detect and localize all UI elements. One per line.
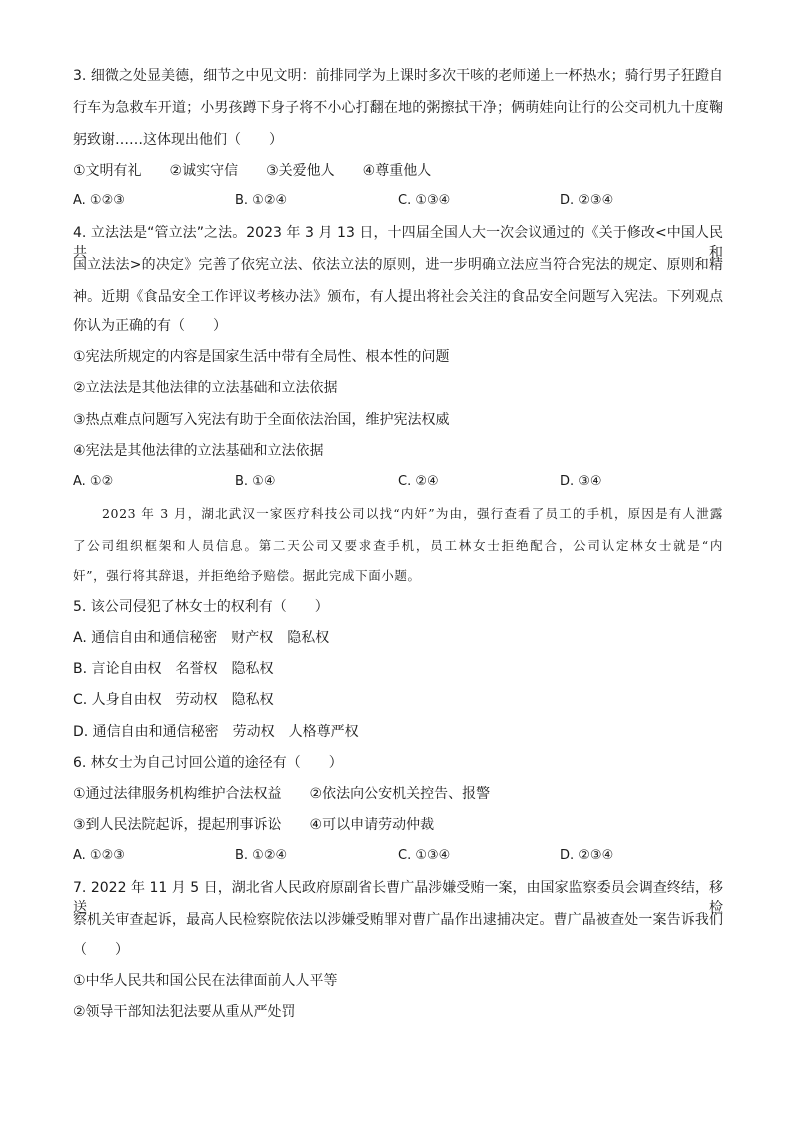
- q7-stem-line-2: 察机关审查起诉，最高人民检察院依法以涉嫌受贿罪对曹广晶作出逮捕决定。曹广晶被查处一案告诉我们: [73, 912, 723, 928]
- passage-line-1: 2023 年 3 月，湖北武汉一家医疗科技公司以找“内奸”为由，强行查看了员工的手机，原因是有人泄露: [102, 506, 723, 521]
- q4-item-3: ③热点难点问题写入宪法有助于全面依法治国，维护宪法权威: [73, 412, 450, 428]
- q4-stem-line-1: 4. 立法法是“管立法”之法。2023 年 3 月 13 日，十四届全国人大一次会议通过的《关于修改<中国人民共和: [73, 225, 723, 261]
- q5-option-d[interactable]: D. 通信自由和通信秘密 劳动权 人格尊严权: [73, 724, 359, 740]
- q6-option-b[interactable]: B. ①②④: [235, 848, 288, 863]
- passage-line-3: 奸”，强行将其辞退，并拒绝给予赔偿。据此完成下面小题。: [73, 568, 421, 583]
- q6-option-a[interactable]: A. ①②③: [73, 848, 125, 863]
- q4-item-1: ①宪法所规定的内容是国家生活中带有全局性、根本性的问题: [73, 349, 450, 365]
- q6-stem: 6. 林女士为自己讨回公道的途径有（ ）: [73, 755, 343, 771]
- q4-options: [73, 472, 723, 492]
- q7-item-2: ②领导干部知法犯法要从重从严处罚: [73, 1004, 296, 1020]
- q5-option-c[interactable]: C. 人身自由权 劳动权 隐私权: [73, 692, 274, 708]
- q3-option-c[interactable]: C. ①③④: [398, 193, 451, 208]
- q4-item-4: ④宪法是其他法律的立法基础和立法依据: [73, 443, 324, 459]
- q5-stem: 5. 该公司侵犯了林女士的权利有（ ）: [73, 599, 329, 615]
- q3-items: ①文明有礼 ②诚实守信 ③关爱他人 ④尊重他人: [73, 163, 432, 179]
- q4-option-b[interactable]: B. ①④: [235, 474, 276, 489]
- q6-items-row-2: ③到人民法院起诉，提起刑事诉讼 ④可以申请劳动仲裁: [73, 817, 435, 833]
- q5-option-a[interactable]: A. 通信自由和通信秘密 财产权 隐私权: [73, 630, 330, 646]
- q3-options: [73, 191, 723, 211]
- q7-stem-line-1: 7. 2022 年 11 月 5 日，湖北省人民政府原副省长曹广晶涉嫌受贿一案，由国家监察委员会调查终结，移送检: [73, 880, 723, 916]
- q3-stem-line-1: 3. 细微之处显美德，细节之中见文明：前排同学为上课时多次干咳的老师递上一杯热水；骑行男子狂蹬自: [73, 68, 723, 84]
- q4-stem-line-4: 你认为正确的有（ ）: [73, 318, 227, 334]
- q3-option-b[interactable]: B. ①②④: [235, 193, 288, 208]
- q3-stem-line-3: 躬致谢……这体现出他们（ ）: [73, 132, 283, 148]
- q4-stem-line-2: 国立法法>的决定》完善了依宪立法、依法立法的原则，进一步明确立法应当符合宪法的规定、原则和精: [73, 257, 723, 273]
- q3-option-d[interactable]: D. ②③④: [560, 193, 614, 208]
- q6-option-c[interactable]: C. ①③④: [398, 848, 451, 863]
- q4-option-d[interactable]: D. ③④: [560, 474, 602, 489]
- q7-stem-line-3: （ ）: [73, 942, 129, 958]
- q4-item-2: ②立法法是其他法律的立法基础和立法依据: [73, 380, 338, 396]
- q4-option-a[interactable]: A. ①②: [73, 474, 114, 489]
- q5-option-b[interactable]: B. 言论自由权 名誉权 隐私权: [73, 661, 274, 677]
- q7-item-1: ①中华人民共和国公民在法律面前人人平等: [73, 973, 338, 989]
- q4-stem-line-3: 神。近期《食品安全工作评议考核办法》颁布，有人提出将社会关注的食品安全问题写入宪法。下列观点: [73, 289, 723, 305]
- q6-items-row-1: ①通过法律服务机构维护合法权益 ②依法向公安机关控告、报警: [73, 786, 491, 802]
- q6-options: [73, 846, 723, 866]
- q3-stem-line-2: 行车为急救车开道；小男孩蹲下身子将不小心打翻在地的粥擦拭干净；俩萌娃向让行的公交司机九十度鞠: [73, 100, 723, 116]
- q3-option-a[interactable]: A. ①②③: [73, 193, 125, 208]
- q4-option-c[interactable]: C. ②④: [398, 474, 439, 489]
- q6-option-d[interactable]: D. ②③④: [560, 848, 614, 863]
- passage-line-2: 了公司组织框架和人员信息。第二天公司又要求查手机，员工林女士拒绝配合，公司认定林女士就是“内: [73, 538, 723, 553]
